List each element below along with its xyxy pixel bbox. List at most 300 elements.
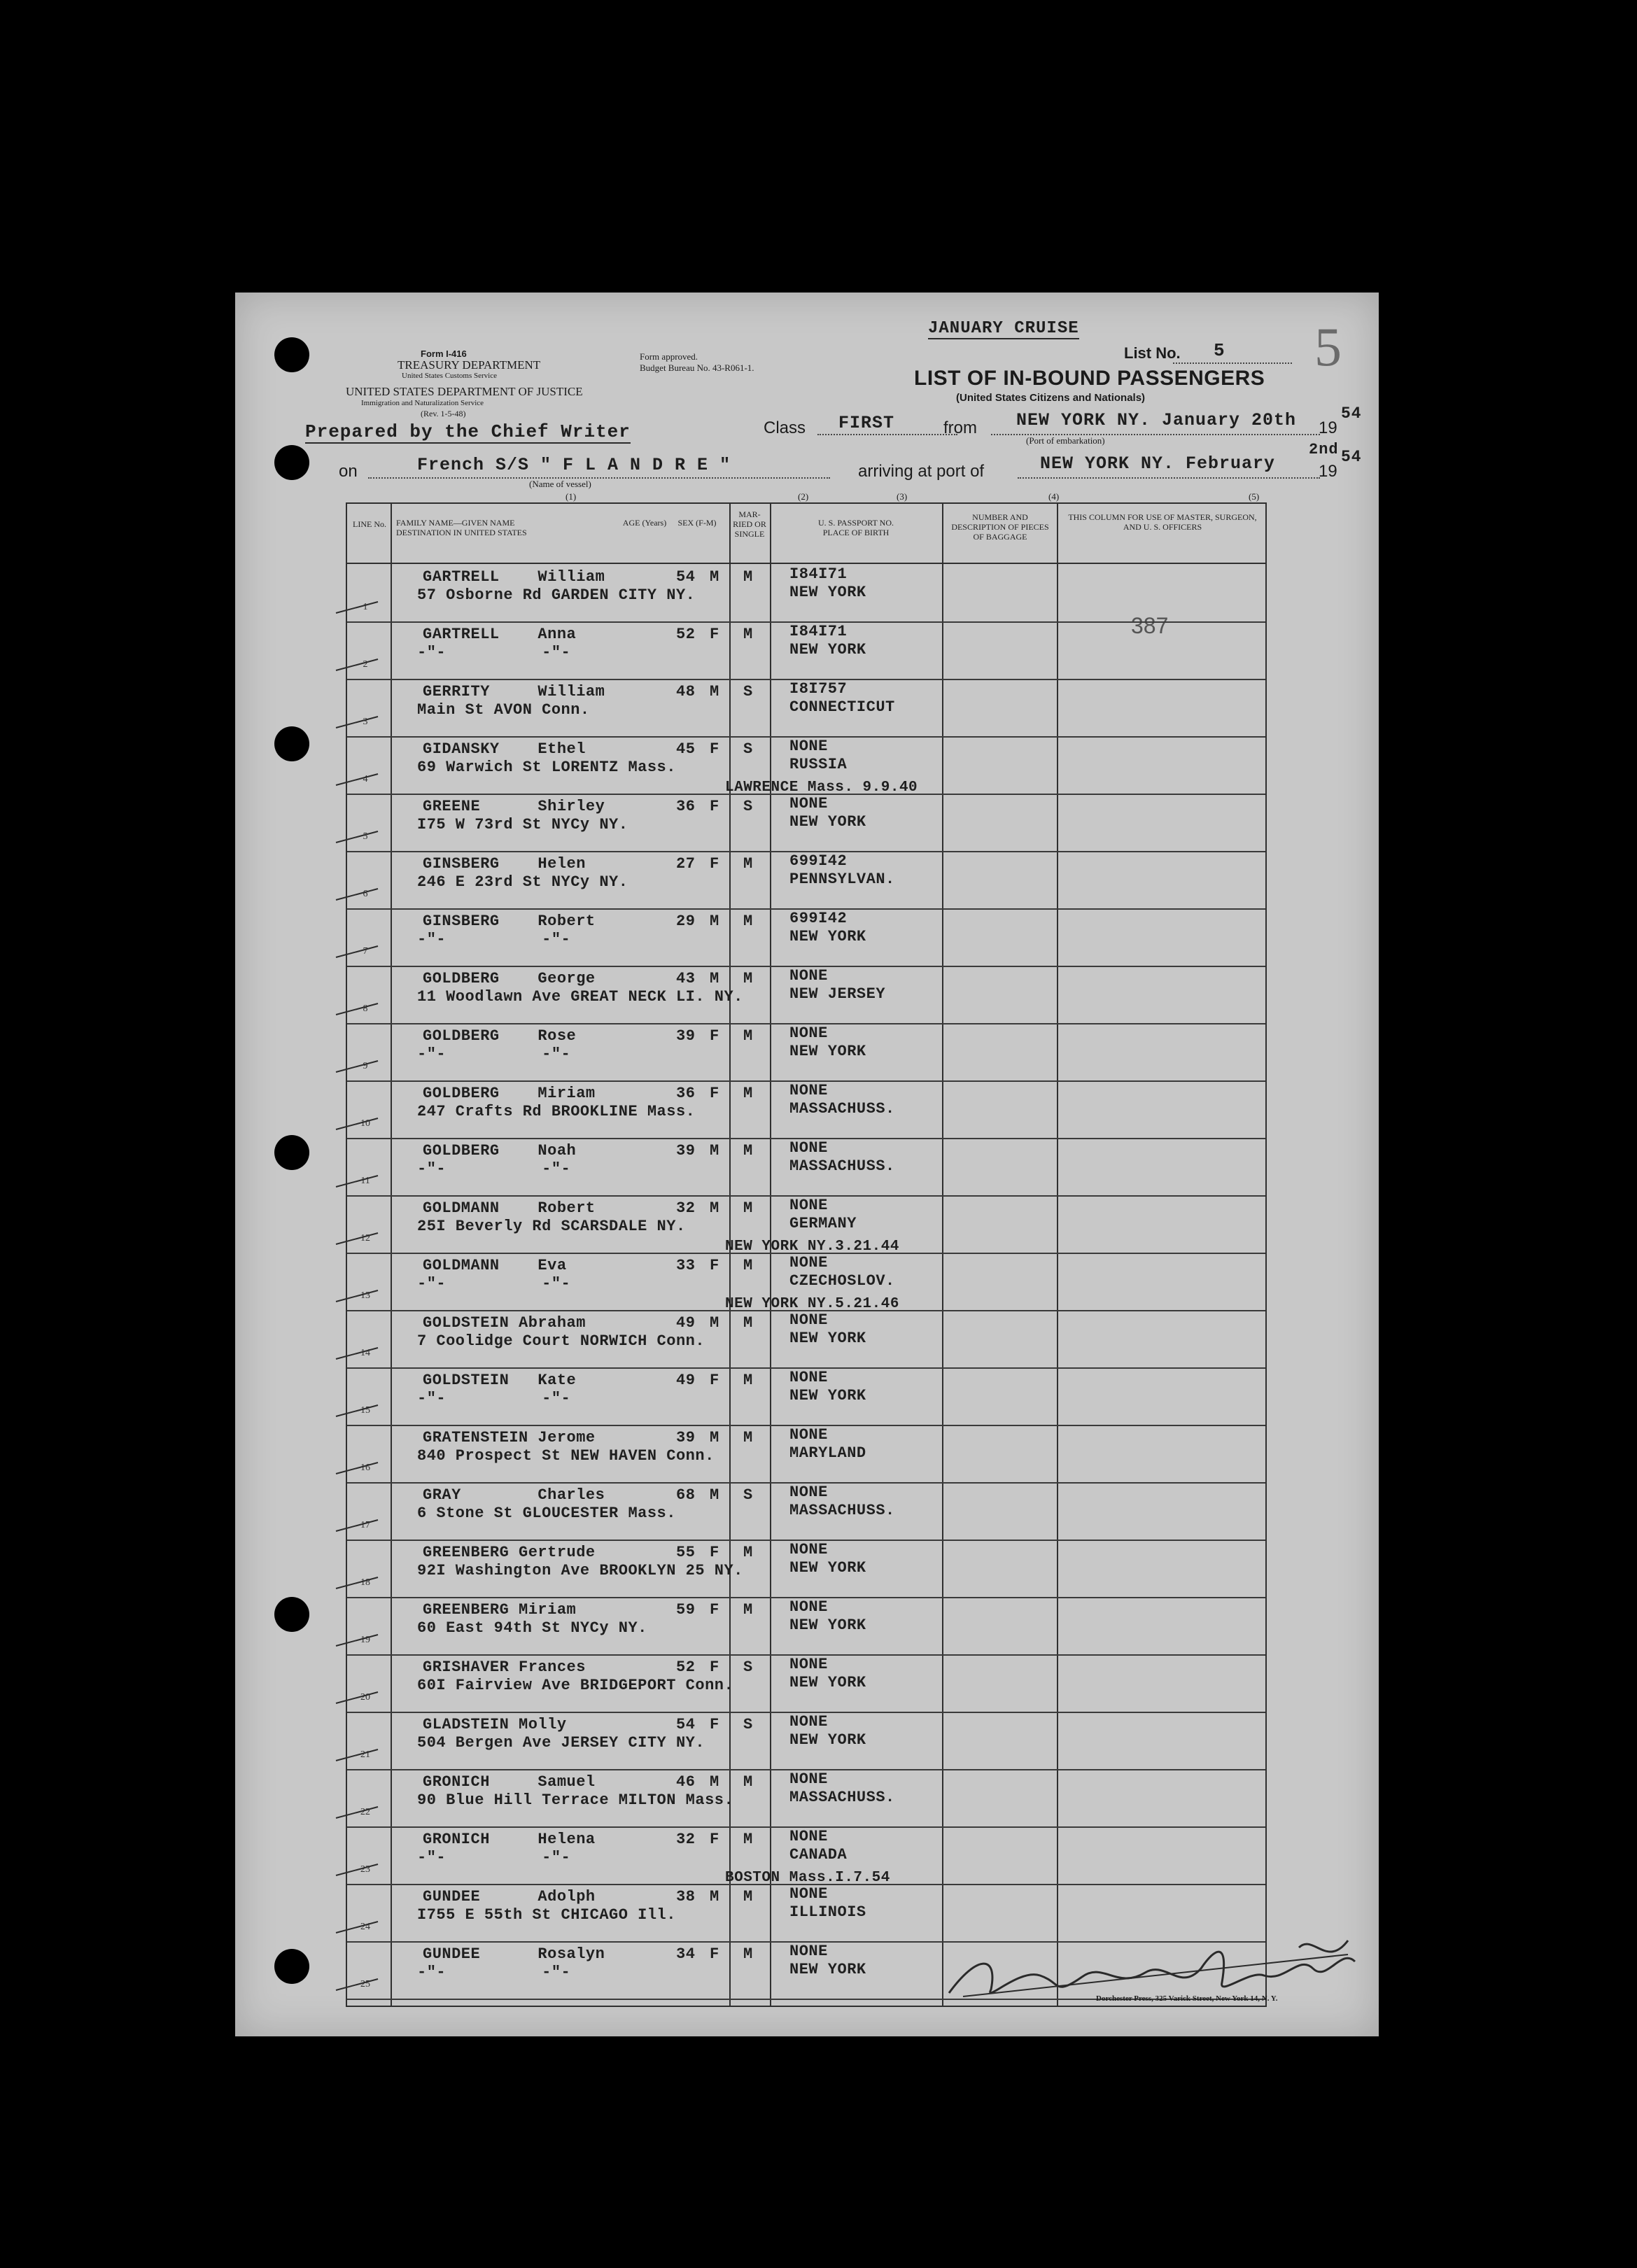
age: 49 [676,1314,696,1332]
list-subtitle: (United States Citizens and Nationals) [956,392,1146,404]
passenger-name: GREENBERG Miriam [423,1601,577,1619]
col-header-name: FAMILY NAME—GIVEN NAME DESTINATION IN UNITED STATES [396,518,527,537]
sex: F [710,1945,719,1963]
form-number: Form I-416 [421,348,467,359]
list-no-value: 5 [1214,340,1225,361]
age: 39 [676,1429,696,1446]
passport-no: I84I71 [789,565,848,583]
place-of-birth: MASSACHUSS. [789,1502,895,1519]
check-mark-icon [336,1051,385,1079]
passenger-name: GOLDBERG Miriam [423,1085,596,1102]
passport-no: 699I42 [789,852,848,870]
place-of-birth: NEW YORK [789,1617,866,1634]
destination: Main St AVON Conn. [417,701,590,719]
check-mark-icon [336,592,385,620]
section-num-4: (4) [1048,491,1060,502]
passenger-name: GRAY Charles [423,1486,605,1504]
arrive-year: 54 [1341,448,1362,466]
passport-no: NONE [789,1541,828,1558]
passport-no: I8I757 [789,680,848,698]
destination: 6 Stone St GLOUCESTER Mass. [417,1505,676,1522]
marital-status: M [743,855,753,873]
place-of-birth: ILLINOIS [789,1903,866,1921]
marital-status: M [743,1773,753,1791]
table-row [347,966,1265,1024]
on-label: on [339,462,358,481]
line-number: 8 [363,1003,368,1014]
place-of-birth: NEW YORK [789,1731,866,1749]
check-mark-icon [336,1166,385,1194]
naturalization-note: NEW YORK NY.3.21.44 [725,1239,899,1255]
age: 52 [676,626,696,643]
from-value: NEW YORK NY. January 20th [1016,410,1297,430]
sex: F [710,1544,719,1561]
destination: -"- -"- [417,1964,571,1981]
age: 39 [676,1027,696,1045]
section-num-1: (1) [565,491,577,502]
check-mark-icon [336,764,385,792]
from-year: 54 [1341,404,1362,423]
place-of-birth: CZECHOSLOV. [789,1272,895,1290]
passport-no: NONE [789,1197,828,1214]
table-row [347,851,1265,910]
passport-no: NONE [789,1484,828,1501]
budget-bureau: Budget Bureau No. 43-R061-1. [640,362,754,373]
line-number: 20 [360,1692,370,1703]
marital-status: M [743,1601,753,1619]
officer-note: 387 [1131,613,1169,638]
passport-no: NONE [789,1082,828,1099]
destination: 57 Osborne Rd GARDEN CITY NY. [417,586,696,604]
age: 33 [676,1257,696,1274]
sex: F [710,1716,719,1733]
passport-no: NONE [789,738,828,755]
marital-status: M [743,1888,753,1906]
destination: -"- -"- [417,1275,571,1293]
marital-status: M [743,1945,753,1963]
sex: M [710,1314,719,1332]
age: 36 [676,798,696,815]
arrive-port: NEW YORK NY. February [1040,453,1276,474]
passenger-name: GRATENSTEIN Jerome [423,1429,596,1446]
check-mark-icon [336,707,385,735]
table-row [347,1367,1265,1426]
sex: M [710,1486,719,1504]
line-number: 15 [360,1405,370,1416]
passenger-name: GOLDMANN Eva [423,1257,567,1274]
place-of-birth: NEW YORK [789,1043,866,1060]
line-number: 12 [360,1233,370,1244]
passenger-table [346,502,1267,2007]
place-of-birth: MARYLAND [789,1444,866,1462]
col-header-age: AGE (Years) [622,518,667,528]
passport-no: I84I71 [789,623,848,640]
passenger-name: GLADSTEIN Molly [423,1716,567,1733]
destination: 92I Washington Ave BROOKLYN 25 NY. [417,1562,743,1579]
sex: F [710,1601,719,1619]
place-of-birth: NEW YORK [789,813,866,831]
sex: F [710,626,719,643]
sex: M [710,1773,719,1791]
age: 38 [676,1888,696,1906]
passenger-name: GRONICH Helena [423,1831,596,1848]
port-embark-caption: (Port of embarkation) [1026,435,1105,446]
destination: 11 Woodlawn Ave GREAT NECK LI. NY. [417,988,743,1006]
passport-no: NONE [789,1311,828,1329]
place-of-birth: CANADA [789,1846,848,1864]
line-number: 11 [360,1176,370,1186]
marital-status: S [743,798,753,815]
line-number: 9 [363,1061,368,1071]
check-mark-icon [336,1453,385,1481]
passenger-name: GARTRELL William [423,568,605,586]
line-number: 5 [363,831,368,842]
cruise-stamp: JANUARY CRUISE [928,319,1079,338]
table-row [347,1138,1265,1197]
sex: M [710,1199,719,1217]
col-header-officers: THIS COLUMN FOR USE OF MASTER, SURGEON, AND U. S. OFFICERS [1068,512,1257,532]
line-number: 1 [363,602,368,612]
marital-status: M [743,1257,753,1274]
list-title: LIST OF IN-BOUND PASSENGERS [914,367,1265,390]
sex: M [710,1429,719,1446]
destination: I755 E 55th St CHICAGO Ill. [417,1906,676,1924]
table-row [347,1826,1265,1885]
check-mark-icon [336,1281,385,1309]
passport-no: NONE [789,1713,828,1731]
vessel-caption: (Name of vessel) [529,479,591,489]
check-mark-icon [336,1108,385,1136]
vessel-name: French S/S " F L A N D R E " [417,455,731,475]
check-mark-icon [336,1395,385,1423]
line-number: 6 [363,889,368,899]
prepared-by: Prepared by the Chief Writer [305,421,631,442]
destination: 69 Warwich St LORENTZ Mass. [417,759,676,776]
marital-status: M [743,1429,753,1446]
check-mark-icon [336,1625,385,1653]
table-row [347,1482,1265,1541]
marital-status: M [743,1027,753,1045]
table-row [347,1712,1265,1770]
revision-date: (Rev. 1-5-48) [421,409,466,418]
destination: 7 Coolidge Court NORWICH Conn. [417,1332,705,1350]
destination: 60 East 94th St NYCy NY. [417,1619,647,1637]
section-num-5: (5) [1249,491,1260,502]
from-year-prefix: 19 [1319,418,1337,437]
marital-status: S [743,1486,753,1504]
check-mark-icon [336,1969,385,1997]
age: 55 [676,1544,696,1561]
passenger-name: GRISHAVER Frances [423,1658,586,1676]
place-of-birth: NEW JERSEY [789,985,886,1003]
table-row [347,1253,1265,1311]
class-rule [817,434,957,435]
destination: -"- -"- [417,644,571,661]
class-label: Class [764,418,806,437]
line-number: 4 [363,774,368,784]
justice-dept: UNITED STATES DEPARTMENT OF JUSTICE [346,385,583,398]
list-no-rule [1173,362,1292,364]
section-num-2: (2) [798,491,809,502]
check-mark-icon [336,1338,385,1366]
place-of-birth: MASSACHUSS. [789,1157,895,1175]
check-mark-icon [336,994,385,1022]
naturalization-note: BOSTON Mass.I.7.54 [725,1870,890,1886]
sex: M [710,1888,719,1906]
passport-no: NONE [789,1426,828,1444]
passenger-name: GREENBERG Gertrude [423,1544,596,1561]
destination: 246 E 23rd St NYCy NY. [417,873,628,891]
check-mark-icon [336,1912,385,1940]
line-number: 25 [360,1979,370,1989]
marital-status: M [743,568,753,586]
table-row [347,908,1265,967]
passenger-name: GOLDBERG Noah [423,1142,577,1160]
table-row [347,679,1265,738]
sex: F [710,1658,719,1676]
age: 29 [676,913,696,930]
binder-hole [274,726,309,761]
vessel-rule [368,477,830,479]
place-of-birth: CONNECTICUT [789,698,895,716]
place-of-birth: NEW YORK [789,1330,866,1347]
line-number: 14 [360,1348,370,1358]
passport-no: NONE [789,1369,828,1386]
sex: F [710,798,719,815]
age: 32 [676,1831,696,1848]
destination: -"- -"- [417,1160,571,1178]
passport-no: NONE [789,1139,828,1157]
sex: F [710,1257,719,1274]
passport-no: NONE [789,795,828,812]
sex: F [710,1027,719,1045]
class-value: FIRST [838,413,895,433]
place-of-birth: MASSACHUSS. [789,1100,895,1118]
check-mark-icon [336,822,385,850]
col-header-line: LINE No. [353,519,386,529]
marital-status: M [743,1314,753,1332]
place-of-birth: NEW YORK [789,1387,866,1404]
table-row [347,621,1265,680]
table-row [347,1769,1265,1828]
from-label: from [943,418,977,437]
place-of-birth: PENNSYLVAN. [789,871,895,888]
naturalization-note: NEW YORK NY.5.21.46 [725,1296,899,1312]
destination: 840 Prospect St NEW HAVEN Conn. [417,1447,715,1465]
marital-status: M [743,1142,753,1160]
age: 39 [676,1142,696,1160]
passenger-name: GINSBERG Robert [423,913,596,930]
passport-no: NONE [789,1828,828,1845]
binder-hole [274,337,309,372]
table-row [347,1195,1265,1254]
line-number: 3 [363,717,368,727]
destination: 90 Blue Hill Terrace MILTON Mass. [417,1791,734,1809]
treasury-dept: TREASURY DEPARTMENT [398,358,541,372]
list-no-large: 5 [1314,316,1342,377]
line-number: 21 [360,1749,370,1760]
place-of-birth: GERMANY [789,1215,857,1232]
passenger-name: GOLDSTEIN Kate [423,1372,577,1389]
place-of-birth: RUSSIA [789,756,848,773]
line-number: 16 [360,1463,370,1473]
ins-service: Immigration and Naturalization Service [361,399,484,407]
manifest-page [235,293,1379,2036]
age: 49 [676,1372,696,1389]
destination: 25I Beverly Rd SCARSDALE NY. [417,1218,686,1235]
age: 68 [676,1486,696,1504]
passport-no: NONE [789,1943,828,1960]
sex: M [710,970,719,987]
place-of-birth: NEW YORK [789,928,866,945]
arriving-label: arriving at port of [858,462,985,481]
line-number: 23 [360,1864,370,1875]
age: 46 [676,1773,696,1791]
check-mark-icon [336,1854,385,1882]
age: 36 [676,1085,696,1102]
destination: 504 Bergen Ave JERSEY CITY NY. [417,1734,705,1752]
passport-no: NONE [789,1598,828,1616]
table-row [347,1540,1265,1598]
age: 32 [676,1199,696,1217]
destination: I75 W 73rd St NYCy NY. [417,816,628,833]
table-row [347,1597,1265,1656]
naturalization-note: LAWRENCE Mass. 9.9.40 [725,780,918,796]
sex: M [710,568,719,586]
line-number: 17 [360,1520,370,1530]
sex: M [710,683,719,700]
passenger-name: GARTRELL Anna [423,626,577,643]
passport-no: NONE [789,1024,828,1042]
place-of-birth: NEW YORK [789,1559,866,1577]
passenger-name: GREENE Shirley [423,798,605,815]
line-number: 7 [363,946,368,957]
form-approved: Form approved. [640,351,698,362]
table-row [347,794,1265,852]
binder-hole [274,1597,309,1632]
marital-status: M [743,1831,753,1848]
destination: -"- -"- [417,1849,571,1866]
marital-status: M [743,1372,753,1389]
passport-no: NONE [789,1885,828,1903]
col-header-married: MAR-RIED OR SINGLE [733,509,766,539]
table-row [347,1080,1265,1139]
table-row [347,736,1265,795]
arrive-day: 2nd [1309,441,1339,458]
passenger-name: GINSBERG Helen [423,855,586,873]
sex: F [710,1831,719,1848]
list-no-label: List No. [1124,344,1181,362]
passport-no: NONE [789,1770,828,1788]
destination: -"- -"- [417,931,571,948]
passport-no: NONE [789,1656,828,1673]
age: 45 [676,740,696,758]
marital-status: M [743,970,753,987]
place-of-birth: NEW YORK [789,1674,866,1691]
check-mark-icon [336,1740,385,1768]
check-mark-icon [336,1510,385,1538]
binder-hole [274,445,309,480]
passport-no: NONE [789,967,828,985]
marital-status: S [743,740,753,758]
line-number: 18 [360,1577,370,1588]
age: 27 [676,855,696,873]
age: 48 [676,683,696,700]
table-row [347,1023,1265,1082]
sex: F [710,1085,719,1102]
marital-status: M [743,913,753,930]
binder-hole [274,1135,309,1170]
check-mark-icon [336,1797,385,1825]
printer-imprint: Dorchester Press, 325 Varick Street, New York 14, N. Y. [1096,1994,1278,2003]
line-number: 19 [360,1635,370,1645]
place-of-birth: MASSACHUSS. [789,1789,895,1806]
passenger-name: GRONICH Samuel [423,1773,596,1791]
passenger-name: GERRITY William [423,683,605,700]
sex: F [710,740,719,758]
age: 43 [676,970,696,987]
age: 52 [676,1658,696,1676]
check-mark-icon [336,1223,385,1251]
age: 34 [676,1945,696,1963]
place-of-birth: NEW YORK [789,641,866,658]
destination: 247 Crafts Rd BROOKLINE Mass. [417,1103,696,1120]
age: 54 [676,1716,696,1733]
customs-service: United States Customs Service [402,372,497,380]
marital-status: S [743,1716,753,1733]
check-mark-icon [336,879,385,907]
table-row [347,564,1265,623]
col-header-passport: U. S. PASSPORT NO. PLACE OF BIRTH [818,518,894,537]
arrive-year-prefix: 19 [1319,462,1337,481]
table-row [347,1425,1265,1484]
passenger-name: GUNDEE Adolph [423,1888,596,1906]
destination: -"- -"- [417,1045,571,1063]
check-mark-icon [336,1682,385,1710]
passenger-name: GUNDEE Rosalyn [423,1945,605,1963]
binder-hole [274,1949,309,1984]
section-num-3: (3) [897,491,908,502]
marital-status: S [743,1658,753,1676]
marital-status: M [743,1544,753,1561]
arrive-rule [1018,477,1320,479]
marital-status: M [743,626,753,643]
passenger-name: GOLDBERG George [423,970,596,987]
col-header-sex: SEX (F-M) [677,518,717,528]
line-number: 13 [360,1290,370,1301]
passenger-name: GOLDMANN Robert [423,1199,596,1217]
line-number: 10 [360,1118,370,1129]
destination: 60I Fairview Ave BRIDGEPORT Conn. [417,1677,734,1694]
table-row [347,1654,1265,1713]
passenger-name: GOLDSTEIN Abraham [423,1314,586,1332]
table-row [347,1310,1265,1369]
check-mark-icon [336,936,385,964]
passport-no: NONE [789,1254,828,1272]
line-number: 2 [363,659,368,670]
sex: M [710,1142,719,1160]
passenger-name: GOLDBERG Rose [423,1027,577,1045]
sex: F [710,1372,719,1389]
destination: -"- -"- [417,1390,571,1407]
line-number: 24 [360,1922,370,1932]
passport-no: 699I42 [789,910,848,927]
col-header-baggage: NUMBER AND DESCRIPTION OF PIECES OF BAGGAGE [951,512,1049,542]
check-mark-icon [336,1568,385,1596]
age: 54 [676,568,696,586]
passenger-name: GIDANSKY Ethel [423,740,586,758]
marital-status: M [743,1085,753,1102]
